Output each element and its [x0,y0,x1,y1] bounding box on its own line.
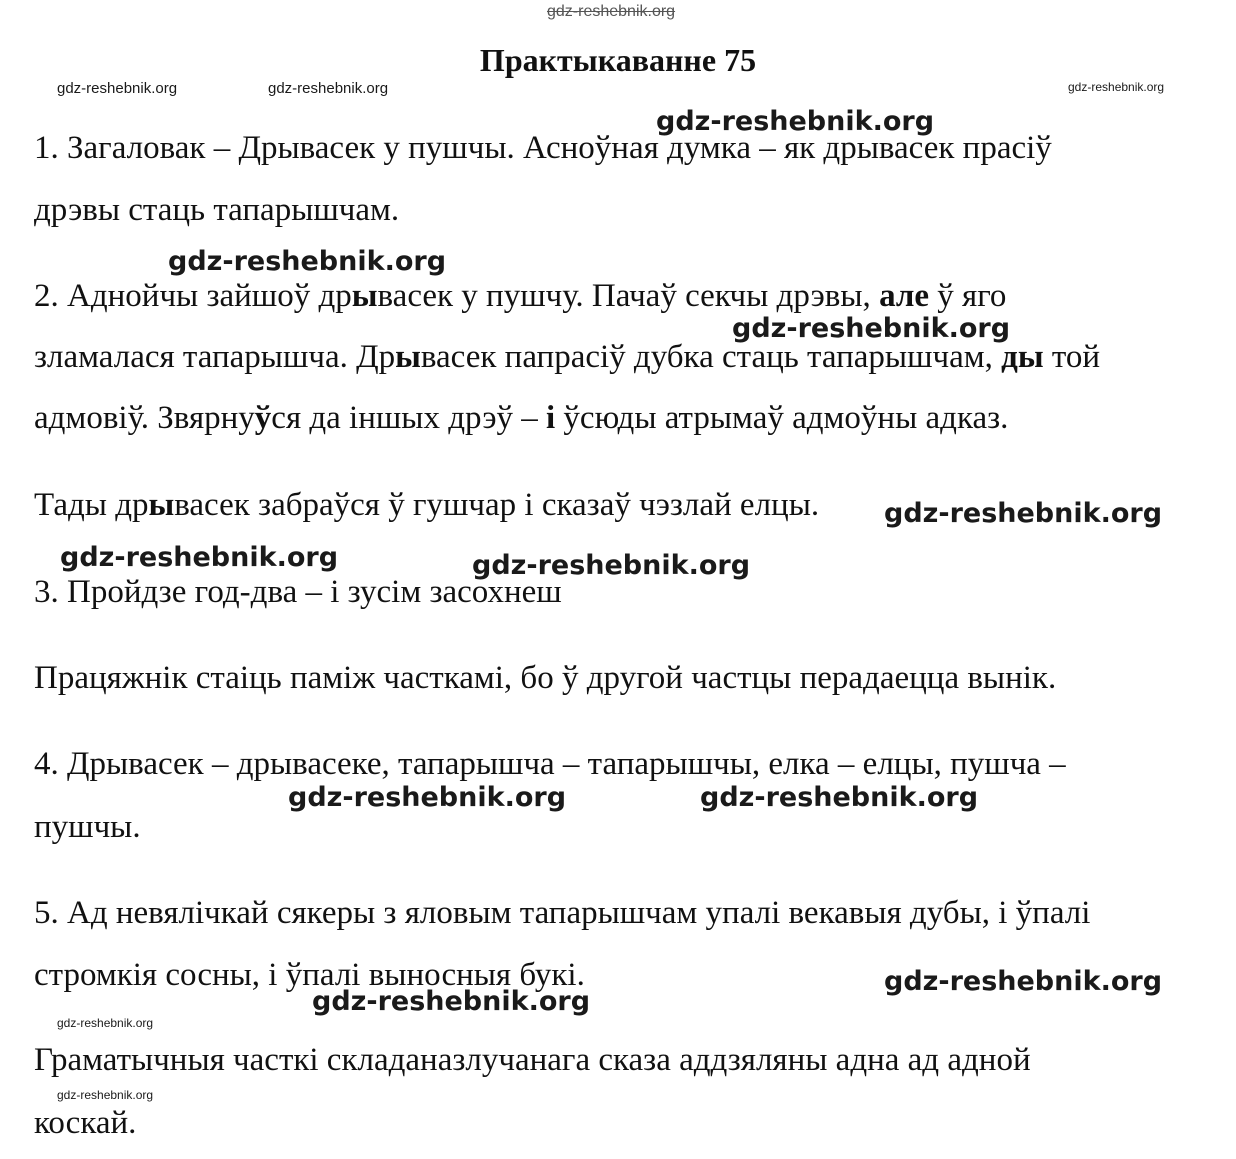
text-line-1: 1. Загаловак – Дрывасек у пушчы. Асноўная думка – як дрывасек прасіў [34,130,1052,166]
text-line-13: Граматычныя часткі складаназлучанага сказа аддзяляны адна ад адной [34,1042,1031,1078]
text-line-5 [34,398,1008,438]
text-line-2: дрэвы стаць тапарышчам. [34,192,400,228]
text-segment: ся да іншых дрэў – [271,400,546,436]
bold-letter: ы [148,487,175,523]
text-segment: васек папрасіў дубка стаць тапарышчам, [420,339,1002,375]
bold-letter: ы [395,339,421,375]
text-segment: той [1043,339,1100,375]
bold-conjunction: і [546,400,556,436]
text-segment: зламалася тапарышча. Др [34,339,396,375]
page-title: Практыкаванне 75 [479,42,757,78]
bold-conjunction: але [879,278,930,314]
bold-letter: ы [351,278,378,314]
watermark: gdz-reshebnik.org [312,986,591,1017]
watermark: gdz-reshebnik.org [884,498,1163,529]
text-line-4 [34,337,1100,377]
watermark: gdz-reshebnik.org [1068,80,1165,94]
watermark: gdz-reshebnik.org [268,80,389,97]
text-line-14: коскай. [34,1105,137,1141]
text-segment: ўсюды атрымаў адмоўны адказ. [555,400,1009,436]
bold-conjunction: ды [1001,339,1044,375]
watermark: gdz-reshebnik.org [288,782,567,813]
watermark: gdz-reshebnik.org [60,542,339,573]
watermark: gdz-reshebnik.org [57,1088,154,1102]
text-segment: ў яго [929,278,1007,314]
text-line-8: Працяжнік стаіць паміж часткамі, бо ў другой частцы перадаецца вынік. [34,660,1057,696]
bold-letter: ў [254,400,272,436]
text-segment: 2. Аднойчы зайшоў др [34,278,352,314]
text-line-10: пушчы. [34,809,141,845]
text-line-11: 5. Ад невялічкай сякеры з яловым тапарышчам упалі векавыя дубы, і ўпалі [34,895,1091,931]
watermark: gdz-reshebnik.org [700,782,979,813]
watermark: gdz-reshebnik.org [57,1016,154,1030]
watermark: gdz-reshebnik.org [168,246,447,277]
text-line-3 [34,276,1006,316]
text-line-7: 3. Пройдзе год-два – і зусім засохнеш [34,574,562,610]
text-line-9: 4. Дрывасек – дрывасеке, тапарышча – тапарышчы, елка – елцы, пушча – [34,746,1066,782]
watermark: gdz-reshebnik.org [656,106,935,137]
watermark-top: gdz-reshebnik.org [547,3,676,20]
text-segment: васек у пушчу. Пачаў секчы дрэвы, [377,278,880,314]
text-line-6 [34,485,819,525]
watermark: gdz-reshebnik.org [57,80,178,97]
watermark: gdz-reshebnik.org [472,550,751,581]
watermark: gdz-reshebnik.org [732,313,1011,344]
text-line-12: стромкія сосны, і ўпалі выносныя букі. [34,957,585,993]
watermark: gdz-reshebnik.org [884,966,1163,997]
text-segment: Тады др [34,487,149,523]
text-segment: васек забраўся ў гушчар і сказаў чэзлай елцы. [174,487,820,523]
text-segment: адмовіў. Звярну [34,400,255,436]
